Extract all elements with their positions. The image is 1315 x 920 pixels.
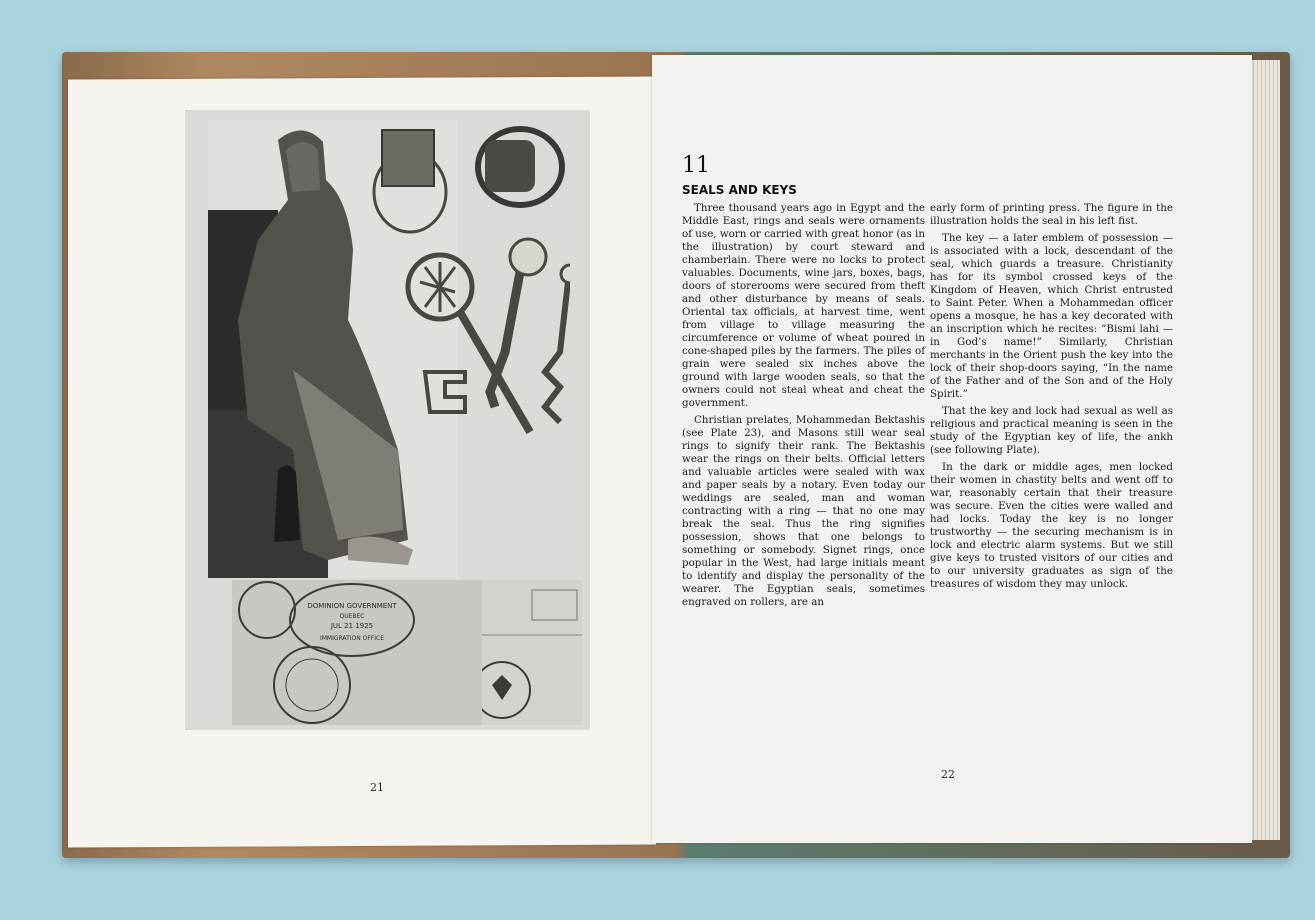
stamp-text-line-1: DOMINION GOVERNMENT bbox=[307, 602, 397, 610]
chapter-number: 11 bbox=[682, 153, 710, 178]
stamp-text-line-4: IMMIGRATION OFFICE bbox=[319, 635, 385, 642]
eagle-seal-image bbox=[482, 580, 582, 725]
rings-and-keys-drawing bbox=[370, 122, 570, 442]
text-column-1 bbox=[682, 202, 925, 613]
page-edges bbox=[1250, 60, 1280, 840]
paragraph: The key — a later emblem of possession — is associated with a lock, descendant of the seal, which guards a treasure. Christianity has for its symbol crossed keys of the Kingdom of Heaven, which Christ entrusted to Saint Peter. When a Mohammedan officer opens a mosque, he has a key decorated with an inscription which he recites: “Bismi lahi — in God’s name!” Similarly, Christian merchants in the Orient push the key into the lock of their shop-doors saying, “In the name of the Father and of the Son and of the Holy Spirit.” bbox=[930, 232, 1173, 400]
paragraph: In the dark or middle ages, men locked their women in chastity belts and went off to war, reasonably certain that their treasure was secure. Even the cities were walled and had locks. Today the key is no longer trustworthy — the securing mechanism is in lock and electric alarm systems. But we still give keys to trusted visitors of our cities and to our university graduates as sign of the treasures of wisdom they may unlock. bbox=[930, 461, 1173, 590]
seal-stamps-image bbox=[232, 580, 482, 725]
text-column-2 bbox=[930, 202, 1173, 595]
right-page-number: 22 bbox=[941, 768, 955, 781]
paragraph: Three thousand years ago in Egypt and the Middle East, rings and seals were ornaments of use, worn or carried with great honor (as in the illustration) by court steward and chamberlain. There were no locks to protect valuables. Documents, wine jars, boxes, bags, doors of storerooms were secured from theft and other disturbance by means of seals. Oriental tax officials, at harvest time, went from village to village measuring the circumference or volume of wheat poured in cone-shaped piles by the farmers. The piles of grain were sealed six inches above the ground with large wooden seals, so that the owners could not steal wheat and cheat the government. bbox=[682, 202, 925, 409]
stamp-text-line-2: QUEBEC bbox=[339, 613, 365, 620]
chapter-title: SEALS AND KEYS bbox=[682, 183, 797, 197]
stamp-text-line-3: JUL 21 1925 bbox=[330, 622, 374, 630]
paragraph: Christian prelates, Mohammedan Bektashis (see Plate 23), and Masons still wear seal rings to signify their rank. The Bektashis wear the rings on their belts. Official letters and valuable articles were sealed with wax and paper seals by a notary. Even today our weddings are sealed, man and woman contracting with a ring — that no one may break the seal. Thus the ring signifies possession, shows that one belongs to something or somebody. Signet rings, once popular in the West, had large initials meant to identify and display the personality of the wearer. The Egyptian seals, sometimes engraved on rollers, are an bbox=[682, 414, 925, 608]
left-page-number: 21 bbox=[370, 781, 384, 794]
paragraph: early form of printing press. The figure in the illustration holds the seal in his left fist. bbox=[930, 202, 1173, 227]
paragraph: That the key and lock had sexual as well as religious and practical meaning is seen in the study of the Egyptian key of life, the ankh (see following Plate). bbox=[930, 405, 1173, 456]
